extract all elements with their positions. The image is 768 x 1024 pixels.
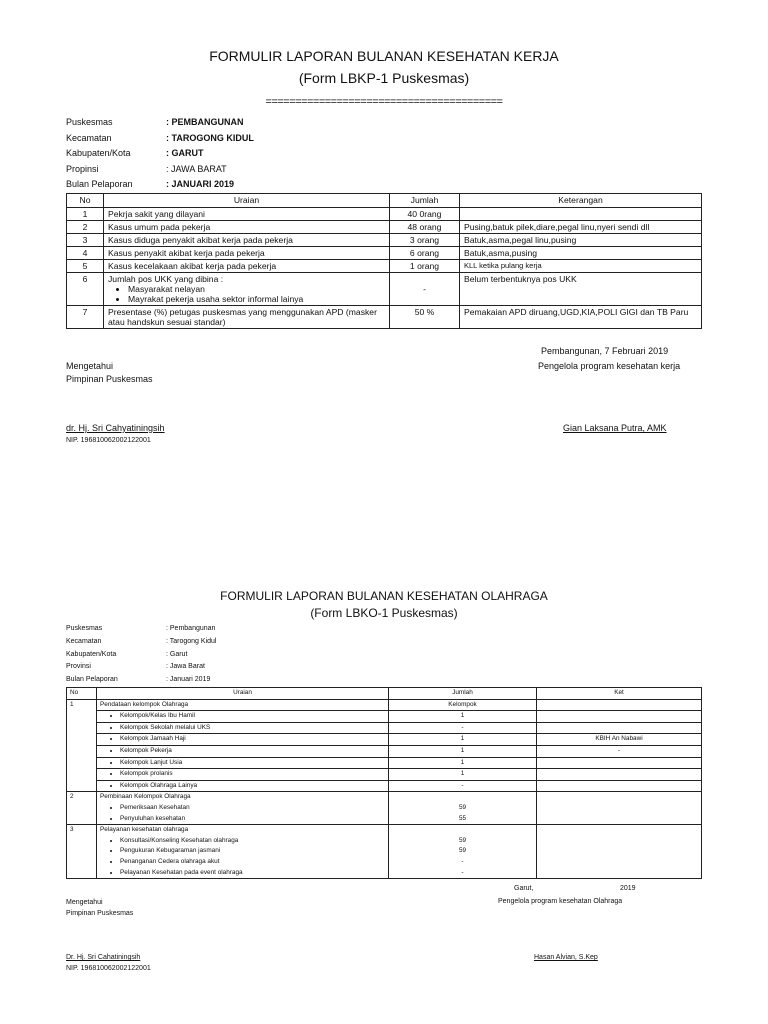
list-item: • Kelompok prolanis [120,769,385,780]
row-ket [537,825,702,879]
form2-year: 2019 [620,885,636,892]
row-no: 2 [67,221,104,234]
meta-label: Puskesmas [66,625,103,632]
form2-title: FORMULIR LAPORAN BULANAN KESEHATAN OLAHRAGA [220,589,548,603]
table-row [67,825,702,879]
table-row [67,273,702,306]
row-ket [537,699,702,711]
row-uraian [97,745,389,757]
meta-value: : GARUT [166,148,204,158]
row-uraian [97,825,389,879]
table-row [67,734,702,746]
form1-pengelola: Pengelola program kesehatan kerja [538,361,681,371]
meta-row [66,636,216,649]
row-uraian [97,757,389,769]
form1-place-date: Pembangunan, 7 Februari 2019 [541,346,669,356]
row-jumlah: - [389,780,537,792]
form2-meta [66,623,216,687]
row-jumlah: 40 0rang [390,208,460,221]
item-jumlah: 59 [458,847,467,855]
item-jumlah: 59 [458,836,467,844]
meta-label: Provinsi [66,663,91,671]
header-no: No [67,194,104,208]
meta-value: : Tarogong Kidul [166,637,217,645]
meta-value: : Pembangunan [166,625,216,632]
item-jumlah: 55 [458,814,467,822]
row-no: 7 [67,306,104,329]
meta-row [66,674,216,687]
form1-title: FORMULIR LAPORAN BULANAN KESEHATAN KERJA [209,48,559,64]
meta-value: : TAROGONG KIDUL [166,132,254,143]
bullet-list [108,284,385,304]
table-row [67,780,702,792]
form2-sign-right-name: Hasan Alvian, S.Kep [534,954,598,961]
row-ket [537,792,702,825]
row-jumlah: - [390,273,460,306]
table-row [67,792,702,825]
row-uraian [97,734,389,746]
meta-row [66,162,254,178]
form2-subtitle: (Form LBKO-1 Puskesmas) [310,606,458,620]
meta-value: : PEMBANGUNAN [166,117,244,127]
row-uraian [104,273,390,306]
row-jumlah: 50 % [390,306,460,329]
list-item: • Pemeriksaan Kesehatan [120,803,385,814]
row-ket: KBIH An Nabawi [537,734,702,746]
row-ket [537,780,702,792]
row-keterangan: Belum terbentuknya pos UKK [460,273,702,306]
table-header-row [67,194,702,208]
row-uraian: Kasus penyakit akibat kerja pada pekerja [104,247,390,260]
row-ket [537,769,702,781]
meta-value: : Jawa Barat [166,663,205,671]
meta-row [66,131,254,147]
table-row [67,769,702,781]
row-ket [537,711,702,723]
table-row [67,722,702,734]
row-jumlah: 48 orang [390,221,460,234]
form1-pimpinan: Pimpinan Puskesmas [66,374,153,384]
list-item: • Konsultasi/Konseling Kesehatan olahraga [120,836,385,847]
row-no: 5 [67,260,104,273]
form2-sign-left-nip: NIP. 196810062002122001 [66,965,151,972]
meta-row [66,177,254,193]
row-no: 1 [67,208,104,221]
table-row [67,208,702,221]
form1-sign-right-name: Gian Laksana Putra, AMK [563,423,667,433]
form2-place: Garut, [514,885,534,892]
list-item: • Masyarakat nelayan [128,284,385,294]
row-ket: - [537,745,702,757]
row-uraian: Presentase (%) petugas puskesmas yang menggunakan APD (masker atau handskun sesuai standar) [104,306,390,329]
row-uraian: Kasus kecelakaan akibat kerja pada pekerja [104,260,390,273]
item-jumlah: - [461,857,464,865]
meta-label: Propinsi [66,163,99,174]
section-title: Pelayanan kesehatan olahraga [100,826,189,834]
row-jumlah: - [389,722,537,734]
table-header-row [67,688,702,700]
row-no: 3 [67,234,104,247]
table-row [67,699,702,711]
list-item: • Pelayanan Kesehatan pada event olahraga [120,868,385,879]
row-jumlah [389,792,537,825]
list-item: • Mayrakat pekerja usaha sektor informal lainya [128,294,385,304]
table-row [67,745,702,757]
row-keterangan: Pusing,batuk pilek,diare,pegal linu,nyeri sendi dll [460,221,702,234]
table-row [67,711,702,723]
row-jumlah: 1 [389,769,537,781]
row-no: 2 [67,792,97,825]
row-jumlah: 1 [389,711,537,723]
meta-label: Kecamatan [66,637,102,645]
form2-mengetahui: Mengetahui [66,899,103,906]
list-item: • Kelompok Jamaah Haji [120,734,385,745]
row-jumlah: 6 orang [390,247,460,260]
form2-pengelola: Pengelola program kesehatan Olahraga [498,898,623,905]
row-jumlah: 1 [389,734,537,746]
row-ket [537,757,702,769]
row-jumlah: 1 orang [390,260,460,273]
list-item: • Pengukuran Kebugaraman jasmani [120,846,385,857]
row-uraian [97,792,389,825]
list-item: • Kelompok Sekolah melalui UKS [120,723,385,734]
row-uraian-title: Jumlah pos UKK yang dibina : [108,274,224,284]
header-jumlah: Jumlah [390,194,460,208]
row-uraian [97,722,389,734]
section-title: Pembinaan Kelompok Olahraga [100,793,191,801]
item-jumlah: 59 [458,803,467,811]
form1-table [66,193,702,329]
header-uraian: Uraian [104,194,390,208]
row-keterangan: Batuk,asma,pegal linu,pusing [460,234,702,247]
row-uraian: Kasus diduga penyakit akibat kerja pada pekerja [104,234,390,247]
meta-label: Puskesmas [66,117,113,127]
form2-table [66,687,702,879]
header-no: No [67,688,97,700]
meta-label: Kabupaten/Kota [66,148,131,158]
meta-row [66,661,216,674]
row-uraian [97,780,389,792]
form1-sign-left-name: dr. Hj. Sri Cahyatiningsih [66,423,165,433]
row-no: 1 [67,699,97,792]
row-jumlah: Kelompok [389,699,537,711]
meta-value: : Januari 2019 [166,676,211,684]
meta-value: : JANUARI 2019 [166,179,235,189]
meta-label: Bulan Pelaporan [66,676,118,684]
header-ket: Ket [537,688,702,700]
row-uraian [97,769,389,781]
list-item: • Kelompok/Kelas Ibu Hamil [120,711,385,722]
section-title: Pendataan kelompok Olahraga [97,699,389,711]
form2-pimpinan: Pimpinan Puskesmas [66,910,134,917]
list-item: • Penyuluhan kesehatan [120,814,385,825]
row-ket [537,722,702,734]
row-keterangan: KLL ketika pulang kerja [460,260,702,273]
form1-mengetahui: Mengetahui [66,361,114,371]
meta-value: : JAWA BARAT [166,163,227,174]
header-jumlah: Jumlah [389,688,537,700]
meta-row [66,649,216,662]
row-uraian: Pekrja sakit yang dilayani [104,208,390,221]
meta-label: Bulan Pelaporan [66,179,133,189]
meta-row [66,146,254,162]
row-no: 6 [67,273,104,306]
meta-value: : Garut [166,650,188,658]
meta-label: Kabupaten/Kota [66,650,117,658]
row-keterangan [460,208,702,221]
form1-meta [66,115,254,193]
meta-row [66,623,216,636]
row-jumlah: 1 [389,745,537,757]
item-jumlah: - [461,868,464,876]
row-keterangan: Batuk,asma,pusing [460,247,702,260]
form1-separator: ======================================== [265,96,503,108]
form1-sign-left-nip: NIP. 196810062002122001 [66,437,151,444]
list-item: • Kelompok Pekerja [120,746,385,757]
meta-label: Kecamatan [66,132,112,143]
meta-row [66,115,254,131]
list-item: • Kelompok Olahraga Lainya [120,781,385,792]
row-jumlah: 3 orang [390,234,460,247]
table-row [67,260,702,273]
list-item: • Penanganan Cedera olahraga akut [120,857,385,868]
list-item: • Kelompok Lanjut Usia [120,758,385,769]
row-uraian: Kasus umum pada pekerja [104,221,390,234]
row-no: 3 [67,825,97,879]
table-row [67,234,702,247]
row-jumlah: 1 [389,757,537,769]
header-uraian: Uraian [97,688,389,700]
table-row [67,306,702,329]
row-uraian [97,711,389,723]
form2-sign-left-name: Dr. Hj. Sri Cahatiningsih [66,954,141,961]
table-row [67,757,702,769]
table-row [67,247,702,260]
row-no: 4 [67,247,104,260]
row-jumlah [389,825,537,879]
form1-subtitle: (Form LBKP-1 Puskesmas) [298,70,470,86]
table-row [67,221,702,234]
row-keterangan: Pemakaian APD diruang,UGD,KIA,POLI GIGI dan TB Paru [460,306,702,329]
header-keterangan: Keterangan [460,194,702,208]
